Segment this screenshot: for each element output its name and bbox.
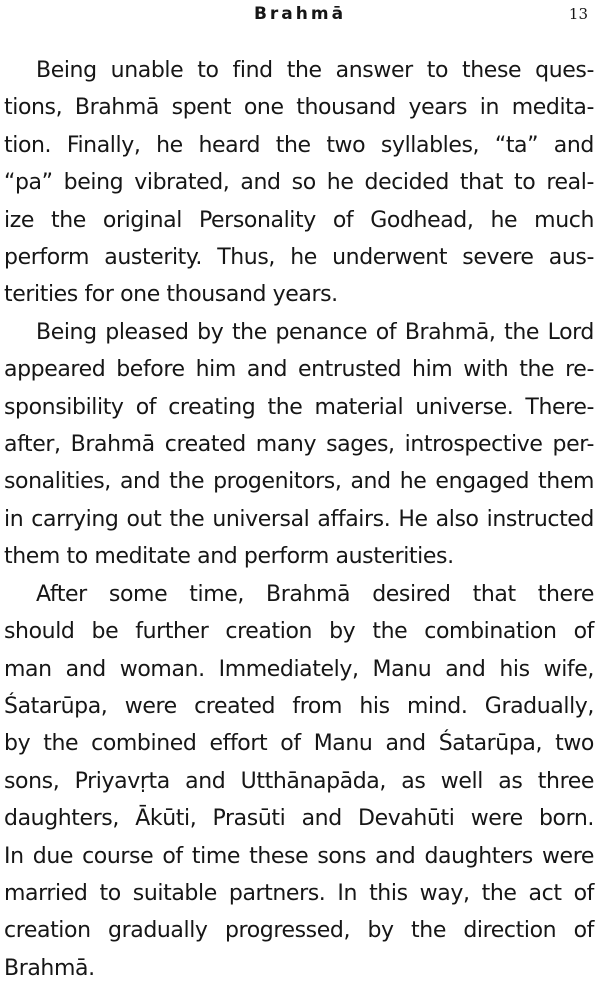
text-line: married to suitable partners. In this way, the act of [4, 880, 594, 906]
text-line: sonalities, and the progenitors, and he engaged them [4, 469, 594, 495]
text-line: Brahmā. [4, 955, 95, 981]
text-line: sons, Priyavṛta and Utthānapāda, as well as three [4, 768, 594, 794]
text-line: them to meditate and perform austerities. [4, 544, 454, 570]
paragraph-3 [4, 576, 594, 987]
text-line: tion. Finally, he heard the two syllables, “ta” and [4, 132, 594, 158]
paragraph-1 [4, 52, 594, 314]
text-line: by the combined effort of Manu and Śatarūpa, two [4, 731, 594, 757]
page-number: 13 [568, 5, 588, 23]
running-head [0, 4, 600, 30]
text-line: tions, Brahmā spent one thousand years in medita- [4, 95, 594, 121]
text-line: Being pleased by the penance of Brahmā, the Lord [36, 319, 594, 345]
running-title: Brahmā [253, 4, 347, 24]
text-line: After some time, Brahmā desired that there [36, 581, 594, 607]
text-line: In due course of time these sons and daughters were [4, 843, 594, 869]
text-line: “pa” being vibrated, and so he decided that to real- [4, 170, 594, 196]
text-line: should be further creation by the combination of [4, 619, 594, 645]
text-line: Being unable to find the answer to these ques- [36, 58, 594, 83]
body-text [4, 52, 594, 987]
text-line: in carrying out the universal affairs. He also instructed [4, 506, 594, 532]
text-line: perform austerity. Thus, he underwent severe aus- [4, 245, 594, 271]
text-line: ize the original Personality of Godhead, he much [4, 207, 594, 233]
paragraph-2 [4, 314, 594, 576]
text-line: Śatarūpa, were created from his mind. Gradually, [4, 693, 594, 719]
text-line: after, Brahmā created many sages, introspective per- [4, 432, 594, 458]
text-line: daughters, Ākūti, Prasūti and Devahūti were born. [4, 806, 594, 832]
text-line: terities for one thousand years. [4, 282, 338, 308]
text-line: appeared before him and entrusted him with the re- [4, 357, 594, 383]
text-line: sponsibility of creating the material universe. There- [4, 394, 594, 420]
text-line: creation gradually progressed, by the direction of [4, 918, 594, 944]
text-line: man and woman. Immediately, Manu and his wife, [4, 656, 594, 682]
